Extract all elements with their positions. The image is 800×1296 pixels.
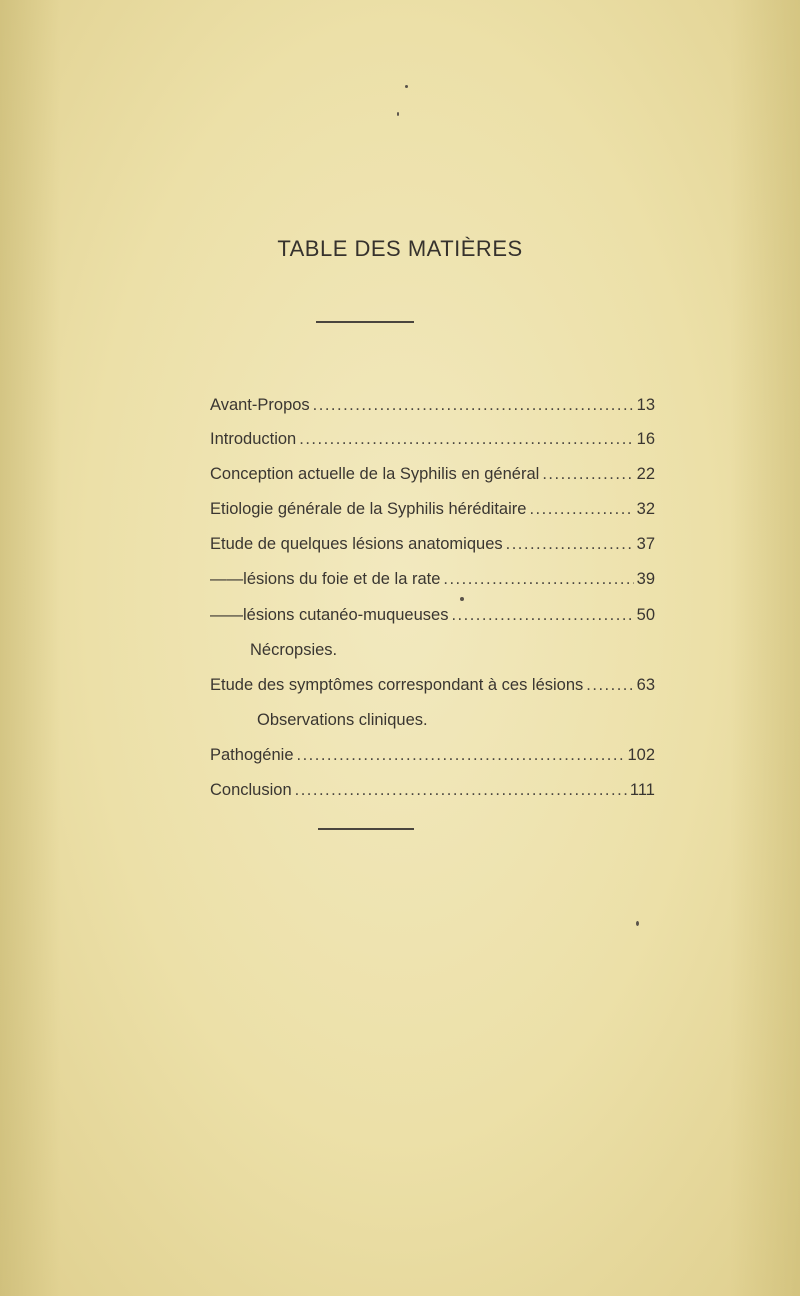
toc-entry-pathogenie[interactable] bbox=[210, 746, 655, 774]
toc-entry-symptomes[interactable] bbox=[210, 676, 655, 704]
dot-leader bbox=[297, 746, 625, 765]
toc-entry-label: Introduction bbox=[210, 430, 297, 448]
ditto-dash: — bbox=[210, 570, 227, 588]
toc-page-number: 16 bbox=[636, 430, 655, 448]
toc-entry-conception[interactable] bbox=[210, 465, 655, 493]
dot-leader bbox=[506, 535, 634, 554]
toc-page-number: 102 bbox=[627, 746, 655, 764]
toc-entry-label: Avant-Propos bbox=[210, 396, 310, 414]
ditto-dash: — bbox=[226, 570, 244, 588]
toc-page-number: 111 bbox=[629, 781, 655, 799]
toc-entry-label: lésions cutanéo-muqueuses bbox=[243, 606, 449, 624]
closing-divider-rule bbox=[318, 828, 414, 830]
toc-entry-label: Etude des symptômes correspondant à ces lésions bbox=[210, 676, 584, 694]
toc-page-number: 32 bbox=[636, 500, 655, 518]
toc-page-number: 22 bbox=[636, 465, 655, 483]
toc-entry-label: lésions du foie et de la rate bbox=[243, 570, 441, 588]
toc-page-number: 50 bbox=[636, 606, 655, 624]
toc-entry-lesions-anatomiques[interactable] bbox=[210, 535, 655, 563]
toc-note-necropsies: Nécropsies. bbox=[250, 641, 338, 659]
dot-leader bbox=[313, 396, 634, 415]
toc-entry-conclusion[interactable] bbox=[210, 781, 655, 809]
toc-entry-lesions-cutaneo[interactable] bbox=[210, 606, 655, 634]
toc-page-number: 37 bbox=[636, 535, 655, 553]
toc-entry-label: Etude de quelques lésions anatomiques bbox=[210, 535, 503, 553]
ditto-dash: — bbox=[226, 606, 243, 624]
toc-entry-avant-propos[interactable] bbox=[210, 396, 655, 424]
toc-entry-lesions-foie-rate[interactable] bbox=[210, 570, 655, 598]
toc-entry-label: Etiologie générale de la Syphilis héréditaire bbox=[210, 500, 527, 518]
dot-leader bbox=[586, 676, 633, 695]
toc-entry-etiologie[interactable] bbox=[210, 500, 655, 528]
ditto-dash: — bbox=[210, 606, 227, 624]
toc-entry-label: Conception actuelle de la Syphilis en général bbox=[210, 465, 540, 483]
toc-note-observations: Observations cliniques. bbox=[257, 711, 428, 729]
toc-page-number: 13 bbox=[636, 396, 655, 414]
toc-entry-label: Conclusion bbox=[210, 781, 292, 799]
dot-leader bbox=[295, 781, 627, 800]
dot-leader bbox=[529, 500, 633, 519]
dot-leader bbox=[542, 465, 633, 484]
dot-leader bbox=[451, 606, 633, 625]
toc-entry-introduction[interactable] bbox=[210, 430, 655, 458]
toc-entry-label: Pathogénie bbox=[210, 746, 294, 764]
toc-page-number: 63 bbox=[636, 676, 655, 694]
dot-leader bbox=[443, 570, 633, 589]
toc-page-number: 39 bbox=[636, 570, 655, 588]
page-title: TABLE DES MATIÈRES bbox=[277, 236, 523, 261]
dot-leader bbox=[299, 430, 633, 449]
